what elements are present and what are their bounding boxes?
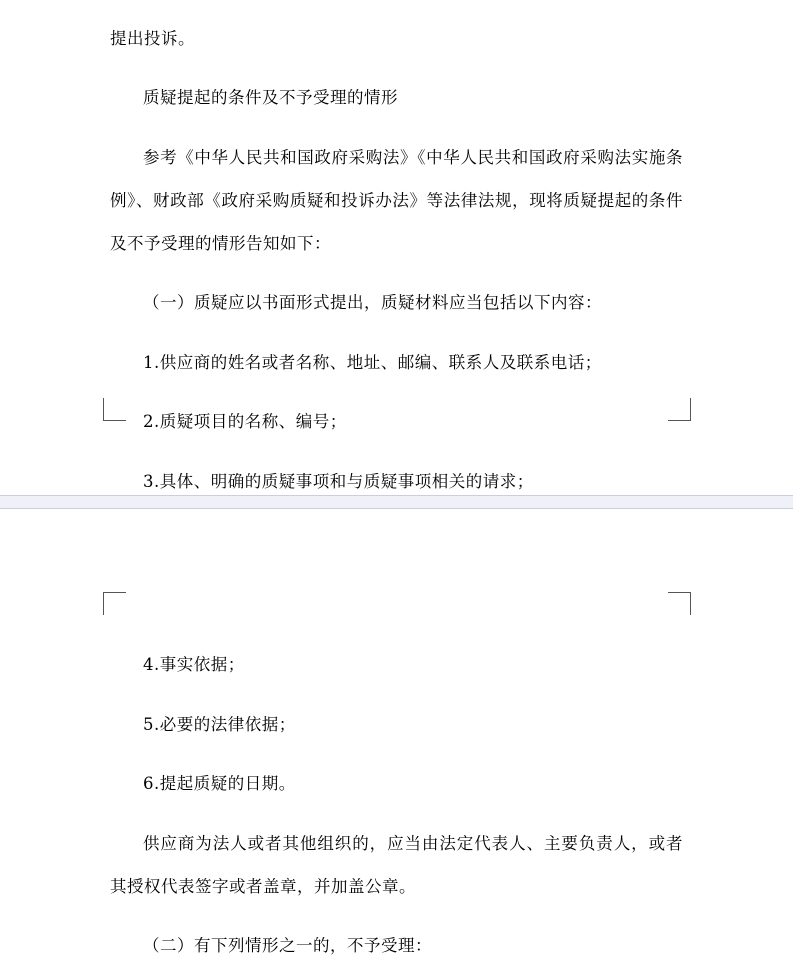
paragraph: 提出投诉。 <box>110 28 195 48</box>
list-item: 6.提起质疑的日期。 <box>143 774 296 793</box>
document-viewer <box>0 17 793 955</box>
list-item: 2.质疑项目的名称、编号； <box>143 412 347 431</box>
list-item: 1.供应商的姓名或者名称、地址、邮编、联系人及联系电话； <box>143 352 602 372</box>
list-item: 3.具体、明确的质疑事项和与质疑事项相关的请求； <box>143 471 534 491</box>
paragraph: 供应商为法人或者其他组织的，应当由法定代表人、主要负责人，或者其授权代表签字或者盖章，并加盖公章。 <box>110 833 683 896</box>
paragraph: （一）质疑应以书面形式提出，质疑材料应当包括以下内容： <box>143 293 602 312</box>
paragraph-heading: 质疑提起的条件及不予受理的情形 <box>143 88 398 107</box>
paragraph: （二）有下列情形之一的，不予受理： <box>143 936 432 955</box>
document-page-1 <box>0 17 793 495</box>
document-page-2 <box>0 509 793 955</box>
paragraph: 参考《中华人民共和国政府采购法》《中华人民共和国政府采购法实施条例》、财政部《政府采购质疑和投诉办法》等法律法规，现将质疑提起的条件及不予受理的情形告知如下： <box>110 147 683 253</box>
list-item: 5.必要的法律依据； <box>143 714 296 734</box>
list-item: 4.事实依据； <box>143 655 245 674</box>
